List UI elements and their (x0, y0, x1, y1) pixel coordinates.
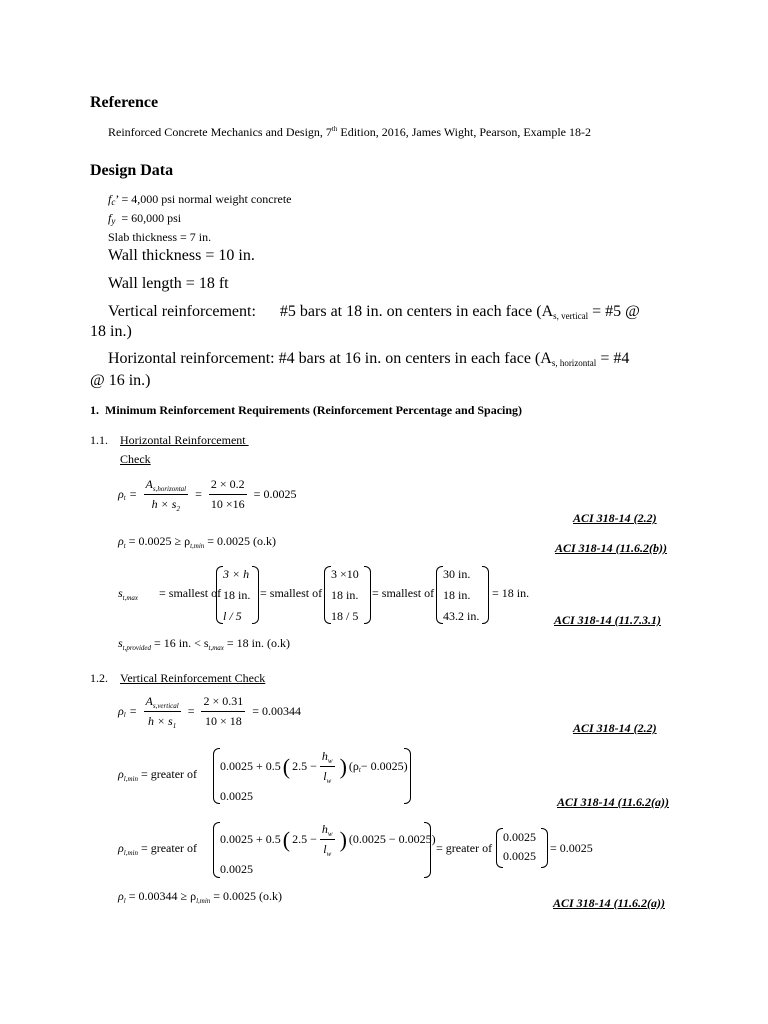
aci-reference-2: ACI 318-14 (11.6.2(b)) (555, 541, 667, 555)
wall-thickness: Wall thickness = 10 in. (108, 247, 255, 264)
hw-symbol: h (321, 822, 328, 836)
numerator-values: 2 × 0.2 (209, 477, 247, 495)
rho-t-subscript: t (358, 765, 361, 774)
area-symbol: A (145, 694, 153, 708)
aci-reference-6: ACI 318-14 (11.6.2(a)) (553, 896, 665, 910)
rho-symbol: ρ (118, 534, 124, 548)
column-2 (331, 564, 359, 627)
s-symbol: s (118, 586, 123, 600)
equation-rho-l-check (118, 889, 282, 904)
numerator-values: 2 × 0.31 (201, 694, 245, 712)
smallest-of-3: = smallest of (372, 586, 435, 600)
hw-symbol: h (321, 749, 328, 763)
horizontal-text: Horizontal reinforcement: #4 bars at 16 in. on centers in each face (A (108, 350, 552, 367)
rho-symbol: ρ (118, 487, 124, 501)
aci-reference-3: ACI 318-14 (11.7.3.1) (554, 613, 662, 627)
rho-subscript: t (123, 542, 126, 550)
rho-lmin2-result: = 0.0025 (550, 841, 593, 855)
reference-heading: Reference (90, 94, 159, 111)
fy-text: = 60,000 psi (115, 211, 182, 225)
horizontal-reinforcement (108, 350, 629, 368)
right-brace (364, 566, 371, 624)
column-3 (443, 564, 479, 627)
row1-text: 2.5 − (292, 832, 317, 846)
greater-of-g1: 0.0025 (503, 830, 536, 844)
horizontal-text-end: = #4 (596, 350, 630, 367)
reference-citation (108, 125, 591, 140)
fy-subscript: y (111, 216, 116, 226)
section-1-1-title-cont: Check (120, 452, 151, 466)
fc-line (108, 192, 292, 207)
horizontal-reinforcement-cont: @ 16 in.) (90, 372, 151, 389)
rho-min-subscript: l,min (196, 897, 211, 905)
aci-reference-5: ACI 318-14 (11.6.2(a)) (557, 795, 669, 809)
equation-result: = 18 in. (o.k) (223, 636, 290, 650)
rho-subscript: l,min (123, 849, 138, 857)
row1-text: (ρ (348, 759, 359, 773)
col1-row2: 18 in. (223, 588, 251, 602)
rho-lmin-row1: 0.0025 + 0.5 ( 2.5 − $\frac{h_w}{l_w}$ ) (ρ t − 0.0025) (220, 749, 408, 785)
hw-lw-fraction (320, 749, 335, 784)
hw-lw-fraction (320, 822, 335, 857)
denominator-text: h × s (147, 714, 173, 728)
denominator-values: 10 ×16 (210, 497, 245, 511)
left-brace (216, 566, 223, 624)
section-1-title: 1. Minimum Reinforcement Requirements (Reinforcement Percentage and Spacing) (90, 403, 523, 417)
row1-text: 0.0025 + 0.5 (220, 832, 281, 846)
section-1-1-title: Horizontal Reinforcement (120, 433, 249, 447)
equation-text: = 16 in. < s (151, 636, 209, 650)
equation-result: = 0.00344 (252, 704, 302, 718)
right-brace (424, 822, 431, 878)
equation-s-provided (118, 636, 290, 651)
citation-superscript: th (331, 125, 338, 133)
equation-text: = 0.0025 ≥ ρ (125, 534, 191, 548)
wall-length: Wall length = 18 ft (108, 275, 229, 292)
aci-reference-4: ACI 318-14 (2.2) (573, 721, 657, 735)
hw-subscript: w (327, 757, 333, 765)
denominator-text: h × s (151, 497, 177, 511)
col2-row3: 18 / 5 (331, 609, 359, 623)
left-brace (436, 566, 443, 624)
row1-text-end: (0.0025 − 0.0025) (348, 832, 436, 846)
section-1-2-title: Vertical Reinforcement Check (120, 671, 266, 685)
lw-symbol: l (323, 842, 327, 856)
vertical-subscript: s, vertical (553, 311, 589, 321)
rho-subscript: l (123, 710, 126, 719)
rho-subscript: l (123, 897, 126, 905)
col2-row2: 18 in. (331, 588, 359, 602)
left-brace (324, 566, 331, 624)
hw-subscript: w (327, 830, 333, 838)
s-max-subscript: t,max (208, 644, 224, 652)
denominator-values: 10 × 18 (204, 714, 242, 728)
col3-row2: 18 in. (443, 588, 471, 602)
equation-result: = 0.0025 (o.k) (204, 534, 277, 548)
slab-thickness: Slab thickness = 7 in. (108, 230, 212, 244)
rho-symbol: ρ (118, 767, 124, 781)
fc-text: ’ = 4,000 psi normal weight concrete (115, 192, 292, 206)
equation-smax-lhs (118, 586, 138, 601)
rho-symbol: ρ (118, 704, 124, 718)
aci-reference-1: ACI 318-14 (2.2) (573, 511, 657, 525)
horizontal-subscript: s, horizontal (551, 358, 597, 368)
vertical-reinforcement-cont: 18 in.) (90, 323, 132, 340)
equation-rho-l: ρ l = $\frac{A_{s,vertical}}{h \times s_1}$ = $\frac{2 \times 0.31}{10 \times 18}$ = 0.00344 (118, 694, 302, 730)
fraction-area-spacing (144, 477, 189, 512)
col3-row1: 30 in. (443, 567, 471, 581)
row1-text: 0.0025 + 0.5 (220, 759, 281, 773)
fraction-values (209, 477, 247, 512)
fy-symbol: f (108, 211, 112, 225)
citation-text: Reinforced Concrete Mechanics and Design, 7 (108, 125, 332, 139)
left-brace (213, 822, 220, 878)
smax-result: = 18 in. (492, 586, 530, 600)
col1-row1: 3 × h (223, 567, 250, 581)
rho-subscript: t (123, 493, 126, 502)
section-1-2-number: 1.2. (90, 671, 108, 685)
greater-of-g2: 0.0025 (503, 849, 536, 863)
rho-lmin-row2: 0.0025 (220, 789, 253, 803)
smallest-of-1: = smallest of (159, 586, 222, 600)
lw-symbol: l (323, 769, 327, 783)
denominator-subscript: 2 (176, 505, 180, 513)
right-brace (541, 828, 548, 868)
column-1 (223, 564, 250, 627)
smallest-of-2: = smallest of (260, 586, 323, 600)
area-subscript: s,horizontal (152, 485, 187, 493)
greater-of: = greater of (140, 841, 198, 855)
col2-row1: 3 ×10 (331, 567, 359, 581)
rho-lmin2-row1: 0.0025 + 0.5 ( 2.5 − $\frac{h_w}{l_w}$ ) (0.0025 − 0.0025) (220, 822, 436, 858)
row1-text-end: − 0.0025) (360, 759, 408, 773)
rho-subscript: l,min (123, 775, 138, 783)
col3-row3: 43.2 in. (443, 609, 480, 623)
area-subscript: s,vertical (152, 702, 179, 710)
denominator-subscript: 1 (172, 722, 177, 730)
fc-symbol: f (108, 192, 112, 206)
equation-result: = 0.0025 (253, 487, 297, 501)
vertical-text: Vertical reinforcement: #5 bars at 18 in. on centers in each face (A (108, 303, 554, 320)
equation-rho-t: ρ t = $\frac{A_{s,horizontal}}{h \times s_2}$ = $\frac{2 \times 0.2}{10 \times 16}$ = 0.0025 (118, 477, 297, 513)
fy-line (108, 211, 181, 226)
equation-rho-t-check (118, 534, 276, 549)
s-provided-subscript: t,provided (122, 644, 151, 652)
left-brace (213, 748, 220, 804)
equation-rho-lmin2-lhs (118, 841, 197, 856)
s-subscript: t,max (122, 594, 139, 602)
equation-result: = 0.0025 (o.k) (210, 889, 283, 903)
right-brace (252, 566, 259, 624)
vertical-reinforcement (108, 303, 640, 321)
equation-rho-lmin-lhs (118, 767, 197, 782)
col1-row3: l / 5 (223, 609, 242, 623)
section-1-1-number: 1.1. (90, 433, 108, 447)
fc-subscript: c (111, 197, 116, 207)
rho-symbol: ρ (118, 841, 124, 855)
vertical-text-end: = #5 @ (588, 303, 640, 320)
citation-text-end: Edition, 2016, James Wight, Pearson, Example 18-2 (337, 125, 591, 139)
left-brace (496, 828, 503, 868)
lw-subscript: w (326, 777, 332, 785)
equation-text: = 0.00344 ≥ ρ (125, 889, 197, 903)
fraction-area-spacing (144, 694, 181, 729)
greater-of-2: = greater of (436, 841, 493, 855)
greater-of: = greater of (140, 767, 198, 781)
fraction-values (201, 694, 245, 729)
area-symbol: A (145, 477, 153, 491)
lw-subscript: w (326, 850, 332, 858)
right-brace (404, 748, 411, 804)
rho-symbol: ρ (118, 889, 124, 903)
rho-lmin2-row2: 0.0025 (220, 862, 253, 876)
design-data-heading: Design Data (90, 162, 174, 179)
row1-text: 2.5 − (292, 759, 317, 773)
rho-min-subscript: t,min (190, 542, 205, 550)
s-symbol: s (118, 636, 123, 650)
right-brace (482, 566, 489, 624)
